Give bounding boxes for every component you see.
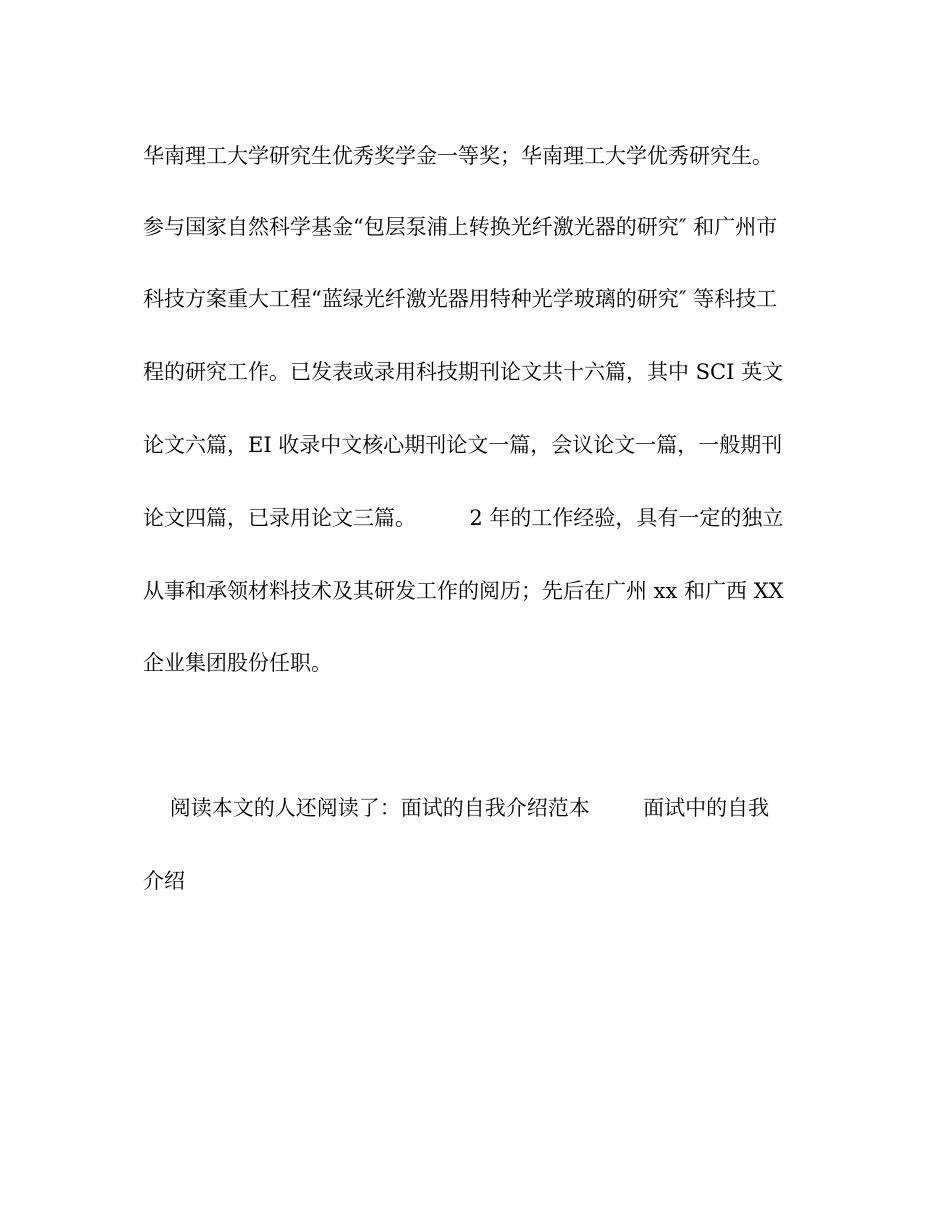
paragraph-line-3: 科技方案重大工程“蓝绿光纤激光器用特种光学玻璃的研究″ 等科技工 [143,287,778,311]
paragraph-line-8: 企业集团股份任职。 [143,651,332,675]
paragraph-line-6: 论文四篇，已录用论文三篇。 2 年的工作经验，具有一定的独立 [143,506,784,530]
related-reading-line-1: 阅读本文的人还阅读了：面试的自我介绍范本 面试中的自我 [143,796,770,820]
paragraph-line-5: 论文六篇，EI 收录中文核心期刊论文一篇，会议论文一篇，一般期刊 [143,433,783,457]
paragraph-line-2: 参与国家自然科学基金“包层泵浦上转换光纤激光器的研究″ 和广州市 [143,215,778,239]
related-reading-line-2: 介绍 [143,869,185,893]
paragraph-line-4: 程的研究工作。已发表或录用科技期刊论文共十六篇，其中 SCI 英文 [143,360,784,384]
paragraph-line-7: 从事和承领材料技术及其研发工作的阅历；先后在广州 xx 和广西 XX [143,579,784,603]
paragraph-line-1: 华南理工大学研究生优秀奖学金一等奖；华南理工大学优秀研究生。 [143,144,773,168]
